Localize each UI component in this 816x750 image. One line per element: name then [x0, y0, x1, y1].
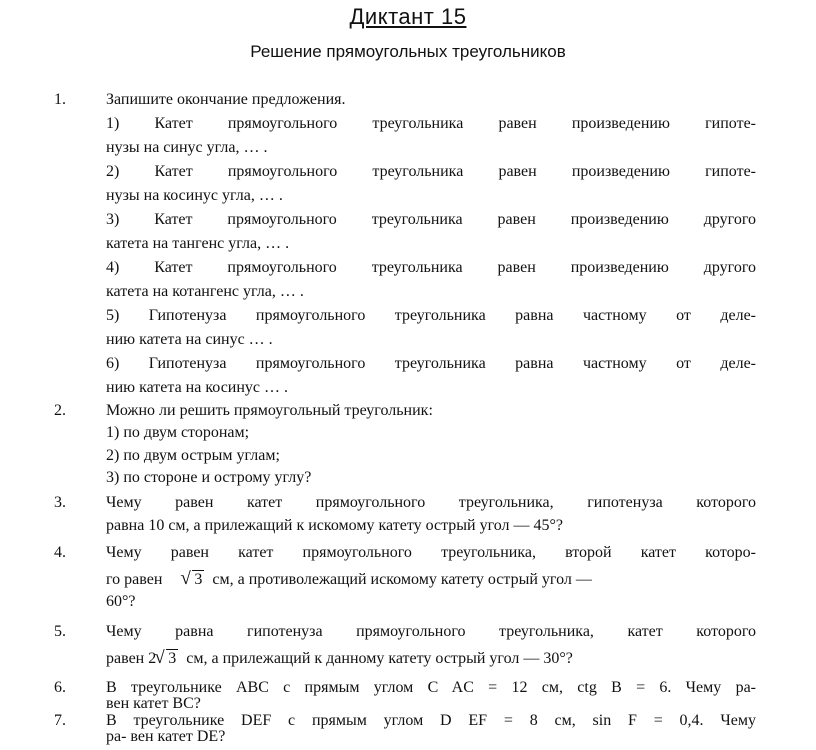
question-5-line: Чему равна гипотенуза прямоугольного треугольника, катет которого: [106, 623, 756, 640]
question-6-number: 6.: [54, 679, 66, 696]
question-4-line: 60°?: [106, 593, 136, 610]
square-root-argument: 3: [168, 650, 177, 667]
question-7-line: ра- вен катет DE?: [106, 728, 226, 745]
question-4-text: го равен: [106, 571, 163, 588]
square-root-argument: 3: [194, 571, 203, 588]
question-3-line: Чему равен катет прямоугольного треугольника, гипотенуза которого: [106, 494, 756, 511]
question-1-line: нию катета на косинус … .: [106, 379, 289, 396]
question-1-line: катета на котангенс угла, … .: [106, 283, 304, 300]
question-1-line: 3) Катет прямоугольного треугольника равен произведению другого: [106, 211, 756, 228]
question-6-line: вен катет BC?: [106, 695, 201, 712]
question-2-intro: Можно ли решить прямоугольный треугольник:: [106, 402, 433, 419]
question-4-text: см, а противолежащий искомому катету острый угол —: [212, 571, 592, 588]
question-6-line: В треугольнике ABC с прямым углом C AC = 12 см, ctg B = 6. Чему ра-: [106, 679, 756, 696]
question-5-text: см, а прилежащий к данному катету острый угол — 30°?: [186, 650, 573, 667]
question-1-line: 2) Катет прямоугольного треугольника равен произведению гипоте-: [106, 163, 756, 180]
question-1-number: 1.: [54, 91, 66, 108]
square-root: [182, 570, 204, 590]
question-2-number: 2.: [54, 402, 66, 419]
question-1-line: катета на тангенс угла, … .: [106, 235, 290, 252]
question-1-line: 5) Гипотенуза прямоугольного треугольника равна частному от деле-: [106, 307, 756, 324]
document-title: Диктант 15: [349, 4, 467, 29]
question-3-number: 3.: [54, 494, 66, 511]
question-1-line: нию катета на синус … .: [106, 331, 273, 348]
question-4-line: Чему равен катет прямоугольного треугольника, второй катет которо-: [106, 544, 756, 561]
question-4-line: [106, 570, 756, 590]
square-root: [156, 649, 178, 669]
question-7-line: В треугольнике DEF с прямым углом D EF = 8 см, sin F = 0,4. Чему: [106, 712, 756, 729]
question-1-line: 4) Катет прямоугольного треугольника равен произведению другого: [106, 259, 756, 276]
question-5-number: 5.: [54, 623, 66, 640]
question-5-line: [106, 649, 756, 669]
question-3-line: равна 10 см, а прилежащий к искомому катету острый угол — 45°?: [106, 517, 564, 534]
document-subtitle: Решение прямоугольных треугольников: [250, 42, 566, 61]
question-5-text: равен 2: [106, 650, 157, 667]
question-1-line: нузы на синус угла, … .: [106, 139, 268, 156]
question-1-line: 1) Катет прямоугольного треугольника равен произведению гипоте-: [106, 115, 756, 132]
question-1-line: нузы на косинус угла, … .: [106, 187, 283, 204]
question-7-number: 7.: [54, 712, 66, 729]
question-2-option: 3) по стороне и острому углу?: [106, 469, 312, 486]
question-2-option: 1) по двум сторонам;: [106, 424, 250, 441]
question-1-line: 6) Гипотенуза прямоугольного треугольника равна частному от деле-: [106, 355, 756, 372]
question-2-option: 2) по двум острым углам;: [106, 447, 280, 464]
question-1-intro: Запишите окончание предложения.: [106, 91, 346, 108]
question-4-number: 4.: [54, 544, 66, 561]
